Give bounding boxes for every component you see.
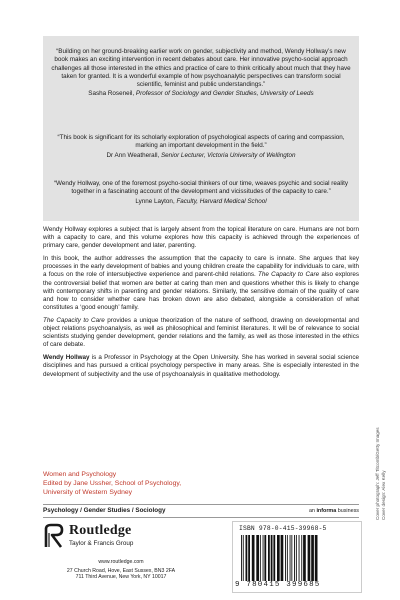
publisher-name: Routledge [69,523,132,538]
endorser-name: Dr Ann Weatherall, [106,151,160,159]
barcode-bar [281,535,284,581]
barcode-bar [268,535,270,581]
endorsement-text: “This book is significant for its scholarly exploration of psychological aspects of caring and compassion, marking an important development in the field.” [57,134,345,150]
barcode-bar [303,535,306,581]
barcode-bar [263,535,264,581]
barcode-bar [277,535,280,581]
publisher-url: www.routledge.com [98,559,144,565]
series-editors-line-1: Edited by Jane Ussher, School of Psychology, [43,480,182,487]
barcode-bar [311,535,314,581]
blurb-paragraph-2: In this book, the author addresses the assumption that the capacity to care is innate. She argues that key processes in the early development of babies and young children create the capability for individuals to care, with a focus on the role of intersubjective experience and parent-child relations. The Capacity to Care also explores the controversial belief that women are better at caring than men and questions whether this is likely to change with contemporary shifts in parenting and gender relations. Similarly, the sensitive domain of the quality of care and how to consider whether care has broken down are also debated, alongside a consideration of what constitutes a ‘good enough’ family. [43,255,360,311]
barcode-bar [260,535,261,581]
endorsement-attribution [51,198,351,206]
endorsements-box [43,36,359,221]
subject-bar [43,504,359,518]
barcode-bar [308,535,311,581]
cover-credit [375,427,386,520]
isbn-number: 9 780415 399685 [235,581,321,589]
endorsement-1 [51,48,351,99]
publisher-address-us: 711 Third Avenue, New York, NY 10017 [75,574,167,581]
endorser-role: Senior Lecturer, Victoria University of Wellington [160,151,296,159]
endorser-role: Faculty, Harvard Medical School [176,197,267,205]
endorser-role: Professor of Sociology and Gender Studies, University of Leeds [135,90,314,98]
barcode-bar [285,535,286,581]
publisher-address-uk: 27 Church Road, Hove, East Sussex, BN3 2FA [66,567,176,574]
barcode-bar [301,535,302,581]
isbn-label: ISBN 978-0-415-39968-5 [239,525,327,532]
barcode-bar [243,535,244,581]
barcode-bar [273,535,275,581]
endorsement-3 [51,180,351,206]
barcode-bar [246,535,248,581]
routledge-logo [43,521,193,555]
subject-categories: Psychology / Gender Studies / Sociology [43,507,166,514]
informa-business-tag: an informa business [308,508,359,514]
barcode-bar [264,535,266,581]
endorser-name: Sasha Roseneil, [88,90,135,98]
isbn-barcode-block [232,521,362,593]
barcode-bar [252,535,255,581]
series-title: Women and Psychology [43,471,117,478]
endorsement-text: “Wendy Hollway, one of the foremost psycho-social thinkers of our time, weaves psychic and social reality together in a fascinating account of the development and vicissitudes of the capacity to care.” [53,180,349,196]
barcode-bar [256,535,259,581]
routledge-mark-icon [43,523,65,549]
blurb-paragraph-1: Wendy Hollway explores a subject that is largely absent from the topical literature on care. Humans are not born with a capacity to care, and this volume explores how this capacity is achieved through the experiences of primary care, gender development and later, parenting. [43,226,359,250]
series-editors-line-2: University of Western Sydney [43,489,133,496]
barcode-bar [241,535,242,581]
barcode-bar [294,535,295,581]
endorsement-2 [51,134,351,160]
endorsement-text: “Building on her ground-breaking earlier work on gender, subjectivity and method, Wendy Hollway’s new book makes an exciting intervention in recent debates about care. Her innovative psycho-social approach challenges all those interested in the ethics and practice of care to think critically about much that they have taken for granted. It is a wonderful example of how psychoanalytic perspectives can transform social scientific, feminist and public understandings.” [51,48,351,89]
publisher-details [46,559,196,581]
blurb [43,226,359,384]
endorsement-attribution [51,90,351,98]
barcode-bar [290,535,291,581]
book-title: The Capacity to Care [258,271,320,279]
book-title: The Capacity to Care [43,316,105,324]
barcode-bar [287,535,288,581]
endorsement-attribution [51,152,351,160]
series-info [43,470,243,497]
author-name: Wendy Hollway [43,354,90,362]
author-bio: Wendy Hollway is a Professor in Psychology at the Open University. She has worked in several social science disciplines and has pursued a critical psychology perspective in many areas. She is especially interested in the development of subjectivity and the use of psychoanalysis in qualitative methodology. [43,354,360,378]
barcode-bar [296,535,297,581]
cover-design-credit: Cover design: Alex Kelly [380,470,386,520]
publisher-group: Taylor & Francis Group [69,540,134,547]
blurb-paragraph-3: The Capacity to Care provides a unique theorization of the nature of selfhood, drawing on developmental and object relations psychoanalysis, as well as philosophical and feminist literatures. It will be of relevance to social scientists studying gender development, gender relations and the family, as well as those interested in the ethics of care debate. [43,316,360,349]
barcode-bar [315,535,318,581]
barcode-bar [271,535,273,581]
barcode-bar [291,535,292,581]
cover-photo-credit: Cover photograph: Jeff Titcomb/Getty Images [375,427,380,520]
barcode-bar [299,535,300,581]
barcode-bar [248,535,250,581]
barcode-icon [239,535,355,581]
endorser-name: Lynne Layton, [135,197,175,205]
